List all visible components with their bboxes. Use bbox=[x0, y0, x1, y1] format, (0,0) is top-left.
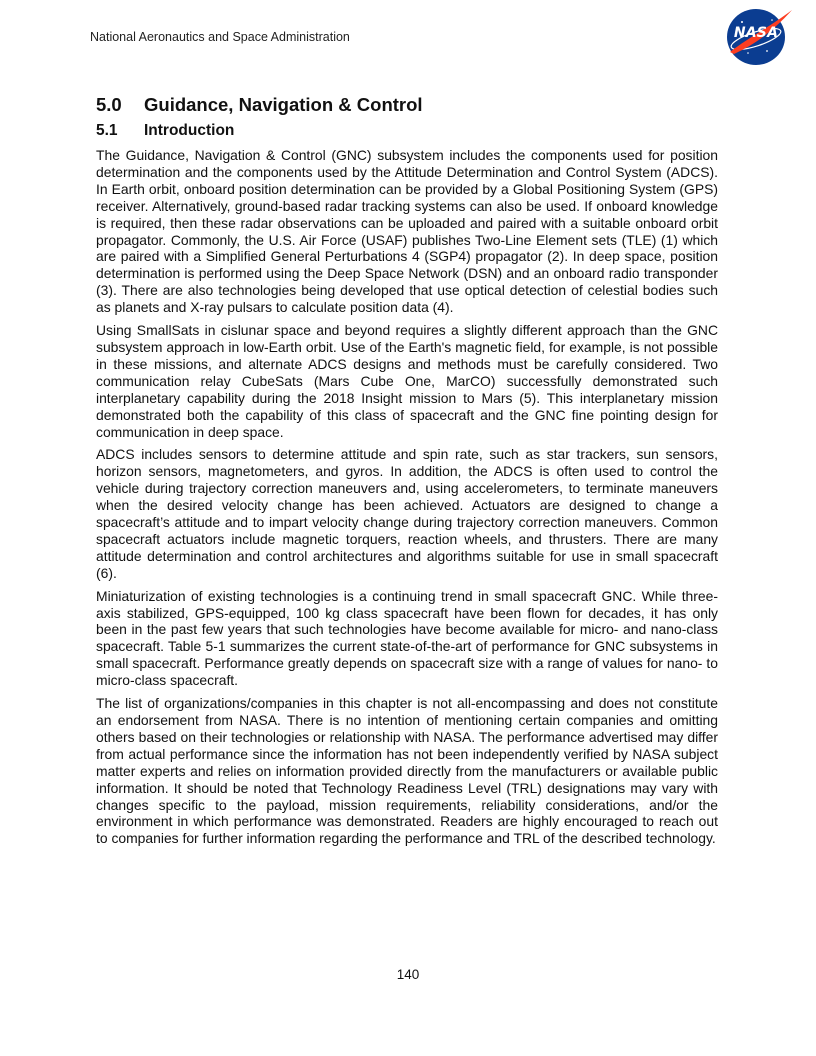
logo-star bbox=[771, 19, 773, 21]
page-number: 140 bbox=[396, 967, 420, 982]
subsection-heading bbox=[96, 122, 718, 140]
logo-star bbox=[766, 50, 768, 52]
subsection-number: 5.1 bbox=[96, 122, 118, 139]
paragraph: The list of organizations/companies in this chapter is not all-encompassing and does not constitute an endorsement from NASA. There is no intention of mentioning certain companies and omitting others based on their technologies or relationship with NASA. The performance advertised may differ from actual performance since the information has not been independently verified by NASA subject matter experts and relies on information provided directly from the manufacturers or available public information. It should be noted that Technology Readiness Level (TRL) designations may vary with changes specific to the payload, mission requirements, reliability considerations, and/or the environment in which performance was demonstrated. Readers are highly encouraged to reach out to companies for further information regarding the performance and TRL of the described technology. bbox=[96, 695, 718, 847]
agency-header: National Aeronautics and Space Administration bbox=[90, 30, 350, 44]
logo-wordmark: NASA bbox=[733, 25, 779, 41]
paragraph: The Guidance, Navigation & Control (GNC) subsystem includes the components used for position determination and the components used by the Attitude Determination and Control System (ADCS). In Earth orbit, onboard position determination can be provided by a Global Positioning System (GPS) receiver. Alternatively, ground-based radar tracking systems can also be used. If onboard knowledge is required, then these radar observations can be uploaded and paired with a suitable onboard orbit propagator. Commonly, the U.S. Air Force (USAF) publishes Two-Line Element sets (TLE) (1) which are paired with a Simplified General Perturbations 4 (SGP4) propagator (2). In deep space, position determination is performed using the Deep Space Network (DSN) and an onboard radio transponder (3). There are also technologies being developed that use optical detection of celestial bodies such as planets and X-ray pulsars to calculate position data (4). bbox=[96, 147, 718, 316]
paragraph: Using SmallSats in cislunar space and beyond requires a slightly different approach than the GNC subsystem approach in low-Earth orbit. Use of the Earth's magnetic field, for example, is not possible in these missions, and alternate ADCS designs and methods must be carefully considered. Two communication relay CubeSats (Mars Cube One, MarCO) successfully demonstrated such interplanetary capability during the 2018 Insight mission to Mars (5). This interplanetary mission demonstrated both the capability of this class of spacecraft and the GNC fine pointing design for communication in deep space. bbox=[96, 322, 718, 440]
section-number: 5.0 bbox=[96, 94, 122, 115]
logo-star bbox=[747, 52, 749, 54]
section-title: Guidance, Navigation & Control bbox=[144, 94, 423, 115]
logo-star bbox=[741, 21, 743, 23]
paragraph: ADCS includes sensors to determine attitude and spin rate, such as star trackers, sun sensors, horizon sensors, magnetometers, and gyros. In addition, the ADCS is often used to control the vehicle during trajectory correction maneuvers and, using accelerometers, to terminate maneuvers when the desired velocity change has been achieved. Actuators are designed to change a spacecraft’s attitude and to impart velocity change during trajectory correction maneuvers. Common spacecraft actuators include magnetic torquers, reaction wheels, and thrusters. There are many attitude determination and control architectures and algorithms suitable for use in small spacecraft (6). bbox=[96, 446, 718, 581]
paragraph: Miniaturization of existing technologies is a continuing trend in small spacecraft GNC. While three-axis stabilized, GPS-equipped, 100 kg class spacecraft have been flown for decades, it has only been in the past few years that such technologies have become available for micro- and nano-class spacecraft. Table 5-1 summarizes the current state-of-the-art of performance for GNC subsystems in small spacecraft. Performance greatly depends on spacecraft size with a range of values for nano- to micro-class spacecraft. bbox=[96, 587, 718, 689]
subsection-title: Introduction bbox=[144, 122, 235, 139]
section-heading bbox=[96, 94, 718, 116]
document-body bbox=[96, 94, 718, 853]
